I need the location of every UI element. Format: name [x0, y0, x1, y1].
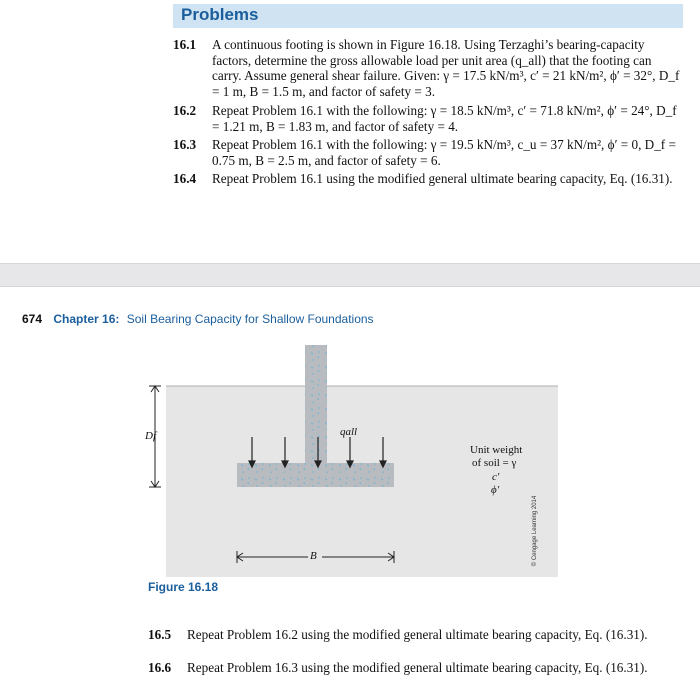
problem-text: Repeat Problem 16.1 using the modified general ultimate bearing capacity, Eq. (16.31). [212, 171, 673, 186]
problem-16-3 [173, 137, 683, 168]
chapter-label: Chapter 16: [53, 312, 120, 326]
problem-number: 16.6 [148, 660, 172, 675]
page-number: 674 [22, 312, 43, 326]
b-label: B [310, 550, 317, 562]
chapter-title: Soil Bearing Capacity for Shallow Foundations [126, 312, 374, 326]
problem-16-6 [148, 660, 668, 676]
problem-number: 16.1 [173, 37, 197, 52]
problem-text: Repeat Problem 16.3 using the modified general ultimate bearing capacity, Eq. (16.31). [187, 660, 648, 675]
footing-figure [0, 335, 700, 580]
problem-16-5 [148, 627, 668, 643]
footing-slab [237, 463, 394, 487]
problem-text: Repeat Problem 16.1 with the following: γ = 18.5 kN/m³, c′ = 71.8 kN/m², ϕ′ = 24°, D_f = 1.21 m, B = 1.83 m, and factor of safety = 4. [212, 103, 677, 134]
df-label: Df [145, 430, 156, 442]
footing-column [305, 345, 327, 465]
running-head [22, 312, 374, 326]
problem-text: A continuous footing is shown in Figure 16.18. Using Terzaghi’s bearing-capacity factors, determine the gross allowable load per unit area (q_all) that the footing can carry. Assume general shear failure. Given: γ = 17.5 kN/m³, c′ = 21 kN/m², ϕ′ = 32°, D_f = 1 m, B = 1.5 m, and factor of safety = 3. [212, 37, 680, 99]
problem-number: 16.2 [173, 103, 197, 118]
qall-label: qall [340, 426, 358, 438]
problem-text: Repeat Problem 16.2 using the modified general ultimate bearing capacity, Eq. (16.31). [187, 627, 648, 642]
problem-16-2 [173, 103, 683, 134]
copyright-notice: © Cengage Learning 2014 [532, 495, 538, 567]
section-title: Problems [181, 5, 259, 24]
problem-number: 16.3 [173, 137, 197, 152]
page-separator [0, 263, 700, 287]
phi-prime-label: ϕ′ [491, 484, 500, 496]
figure-caption: Figure 16.18 [148, 580, 219, 594]
soil-gamma-label: of soil = γ [472, 457, 517, 469]
problem-16-1 [173, 37, 683, 99]
problem-number: 16.4 [173, 171, 197, 186]
unit-weight-label: Unit weight [470, 444, 523, 456]
c-prime-label: c′ [492, 471, 500, 483]
problem-16-4 [173, 171, 683, 187]
problem-number: 16.5 [148, 627, 172, 642]
problem-text: Repeat Problem 16.1 with the following: γ = 19.5 kN/m³, c_u = 37 kN/m², ϕ′ = 0, D_f = 0.75 m, B = 2.5 m, and factor of safety = 6. [212, 137, 676, 168]
